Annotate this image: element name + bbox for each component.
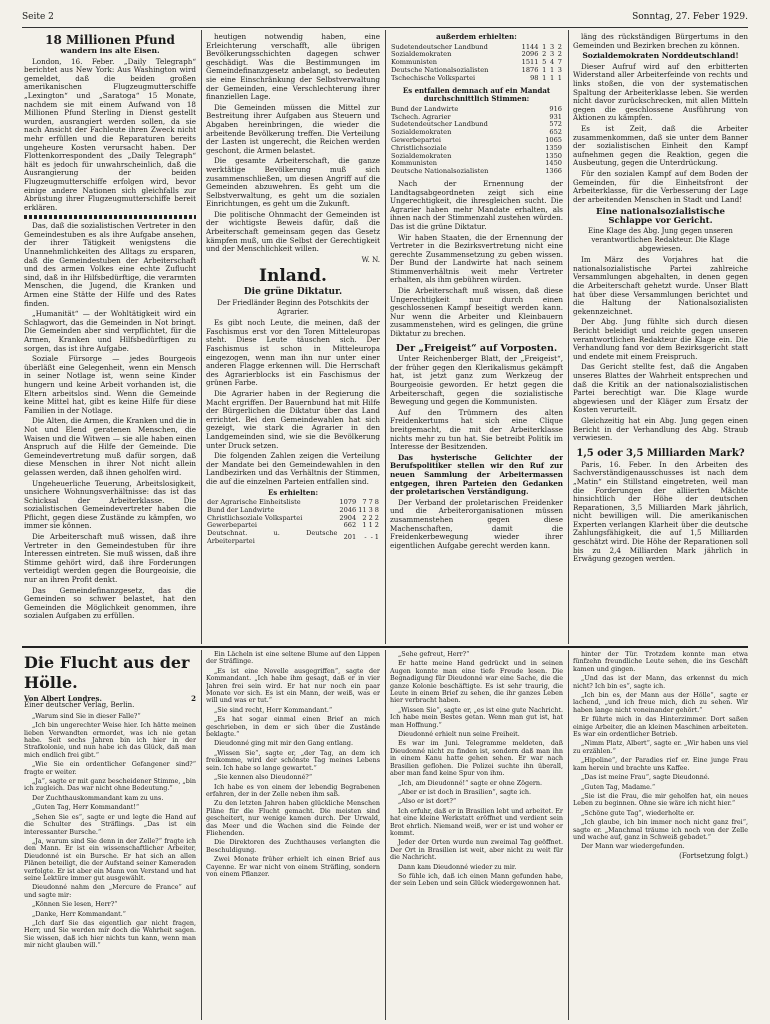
paragraph: „Guten Tag, Herr Kommandant!“ (32, 803, 140, 812)
paragraph: läng des rückständigen Bürgertums in den Gemeinden und Bezirken brechen zu können. (573, 33, 748, 50)
table-title: Es erhielten: (267, 487, 319, 497)
paragraph: „Sie sind recht, Herr Kommandant.“ (214, 705, 333, 714)
paragraph: „Sie ist die Frau, die mir geholfen hat, ein neues Leben zu beginnen. Ohne sie wäre ich nicht hier.“ (573, 791, 748, 808)
paragraph: Die politische Ohnmacht der Gemeinden ist der wichtigste Beweis dafür, daß die Arbeiterschaft gemeinsam gegen das Gesetz kämpfen muß, um die Selbst der Gerechtigkeit und der Menschlichkeit willen. (206, 209, 380, 254)
party-name-cell: Gewerbepartei (207, 521, 257, 530)
paragraph: „Wissen Sie“, sagte er, „es ist eine gute Nachricht. Ich habe mein Bestes getan. Wenn man gut ist, hat man Hoffnung.“ (390, 705, 563, 729)
paragraph: „Ich bin ungerechter Weise hier. Ich hätte meinen lieben Verwandten ermordet, was ich nie getan habe. Seit sechs Jahren bin ich hier in der Strafkolonie, und nun habe ich das Glück, daß man mich endlich frei gibt.“ (24, 721, 196, 759)
section-heading: Inland. (259, 266, 327, 287)
paragraph: Dieudonné erhielt nun seine Freiheit. (398, 730, 520, 739)
paragraph: „Schöne gute Tag“, wiederholte er. (581, 808, 695, 817)
paragraph: Die Direktoren des Zuchthauses verlangten die Beschuldigung. (206, 838, 380, 854)
party-name-cell: Sozialdemokraten (391, 128, 452, 137)
paragraph: Auf den Trümmern des alten Freidenkertums hat sich eine Clique breitgemacht, die mit der Arbeiterklasse nichts mehr zu tun hat. Sie betreibt Politik im Interesse der Besitzenden. (390, 407, 563, 452)
value-cell: 1350 (545, 151, 562, 160)
paragraph: Für den sozialen Kampf auf dem Boden der Gemeinden, für die Einheitsfront der Arbeiterklasse, für die Verbesserung der Lage der arbeitenden Menschen in Stadt und Land! (573, 168, 748, 204)
mandate-table (390, 106, 563, 176)
paragraph: „Aber er ist doch in Brasilien“, sagte ich. (398, 787, 532, 796)
paragraph: „Ich, am Dieudonné!“ sagte er ohne Zögern. (398, 778, 543, 787)
section-rule (22, 646, 748, 648)
paragraph: Der Abg. Jung fühlte sich durch diesen Bericht beleidigt und reichte gegen unseren verantwortlichen Redakteur die Klage ein. Die Verhandlung fand vor dem Bezirksgericht statt und endete mit einem Freispruch. (573, 317, 748, 361)
value-cell: 4 (549, 58, 555, 67)
paragraph: Die Gemeinden müssen die Mittel zur Bestreitung ihrer Aufgaben aus Steuern und Abgaben hereinbringen, die wieder die arbeitende Bevölkerung treffen. Die Verteilung der Lasten ist ungerecht, die Reichen werden geschont, die Armen belastet. (206, 102, 380, 155)
paragraph: Der Verband der proletarischen Freidenker und die Arbeiterorganisationen müssen zusammenstehen gegen diese Machenschaften, damit die Freidenkerbewegung wieder ihrer eigentlichen Aufgabe gerecht werden kann. (390, 497, 563, 550)
paragraph: Es gibt noch Leute, die meinen, daß der Faschismus erst vor den Toren Mitteleuropas steht. Diese Leute täuschen sich. Der Faschismus ist schon in Mitteleuropa eingezogen, wenn man ihn nur unter einer anderen Flagge erkennen will. Die Herrschaft des Agrarierblocks ist ein Faschismus der grünen Farbe. (206, 318, 380, 388)
party-name-cell: Tschechische Volkspartei (391, 73, 476, 82)
paragraph: „Nimm Platz, Albert“, sagte er. „Wir haben uns viel zu erzählen.“ (573, 739, 748, 755)
party-name-cell: Bund der Landwirte (207, 505, 275, 514)
party-name-cell: Deutsche Nationalsozialisten (391, 167, 489, 176)
paragraph: „Es ist eine Novelle ausgegriffen“, sagte der Kommandant. „Ich habe ihm gesagt, daß er in vier Jahren frei sein wird. Er hat nur noch ein paar Monate vor sich. Es ist ein Mann, der weiß, was er will und was er tut.“ (206, 666, 380, 705)
value-cell: 3 (368, 505, 373, 514)
column-1 (24, 33, 196, 643)
value-cell: 916 (549, 104, 562, 113)
paragraph: „Sehe gefreut, Herr?“ (398, 651, 470, 658)
column-3 (390, 33, 563, 643)
column-4 (573, 33, 748, 643)
paragraph: „Ja“, sagte er mit ganz bescheidener Stimme, „bin ich zugleich. Das war nicht ohne Bedeutung.“ (24, 777, 196, 793)
paragraph: London, 16. Feber. „Daily Telegraph“ berichtet aus New York: Aus Washington wird gemeldet, daß die beiden großen amerikanischen Flugzeugmutterschiffe „Lexington“ und „Saratoga“ 15 Monate, nachdem sie mit einem Aufwand von 18 Millionen Pfund Sterling in Dienst gestellt wurden, ausrangiert werden sollen, da sie nach Ansicht der Fachleute ihren Zweck nicht mehr erfüllen und die Reparaturen bereits ungeheure Kosten verursacht haben. Der Flottenkorrespondent des „Daily Telegraph“ hält es jedoch für unwahrscheinlich, daß die Ausrangierung der beiden Flugzeugmutterschiffe erfolgen wird, bevor einige andere Nationen sich gleichfalls zur Abrüstung ihrer Flugzeugmutterschiffe bereit erklären. (24, 56, 196, 212)
page-number: Seite 2 (22, 12, 54, 22)
value-cell: 2904 (339, 513, 357, 522)
paragraph: Ein Lächeln ist eine seltene Blume auf den Lippen der Sträflinge. (206, 651, 380, 666)
value-cell: 662 (343, 521, 357, 530)
article-title: Die grüne Diktatur. (243, 287, 343, 298)
party-name-cell: Deutschnat. u. Deutsche Arbeiterpartei (207, 529, 338, 546)
value-cell: 1 (549, 65, 555, 74)
party-name-cell: Kommunisten (391, 58, 438, 67)
paragraph: Dieudonné ging mit mir den Gang entlang. (214, 739, 354, 748)
header-rule (22, 27, 748, 28)
article-subtitle: Eine Klage des Abg. Jung gegen unseren verantwortlichen Redakteur. Die Klage abgewiesen. (588, 227, 733, 253)
value-cell: 931 (549, 112, 562, 121)
value-cell: 2096 (521, 50, 539, 59)
article-title: Eine nationalsozialistische Schlappe vor Gericht. (595, 207, 726, 226)
value-cell: 7 (362, 498, 367, 507)
party-name-cell: Sudetendeutscher Landbund (391, 42, 488, 51)
value-cell: 98 (530, 73, 539, 82)
article-subtitle: Der Friedländer Beginn des Potschkits der Agrarier. (217, 299, 369, 316)
value-cell: 8 (374, 498, 379, 507)
paragraph: „Wie Sie ein ordentlicher Gefangener sind?“ fragte er weiter. (24, 760, 196, 776)
column-rule (568, 30, 569, 644)
paragraph: Nach der Ernennung der Landtagsabgeordneten zeigt sich eine Ungerechtigkeit, die ihresgleichen sucht. Die Agrarier haben mehr Mandate erhalten, als ihnen nach der Stimmenzahl zustehen würden. Das ist die grüne Diktatur. (390, 178, 563, 231)
table-title: Es entfallen demnach auf ein Mandat durchschnittlich Stimmen: (402, 85, 551, 104)
table-row (390, 168, 563, 176)
paragraph: Die Agrarier haben in der Regierung die Macht ergriffen. Der Bauernbund hat mit Hilfe der Bürgerlichen die Diktatur über das Land errichtet. Bei den Gemeindewahlen hat sich gezeigt, wie stark die Agrarier in den Landgemeinden sind, wie sie die Bevölkerung unter Druck setzen. (206, 388, 380, 450)
value-cell: 2046 (339, 505, 357, 514)
value-cell: 7 (557, 58, 562, 67)
table-title: außerdem erhielten: (436, 33, 517, 41)
paragraph: „Danke, Herr Kommandant.“ (32, 909, 126, 918)
paragraph: Wir haben Staaten, die der Ernennung der Vertreter in die Bezirksvertretung nicht eine gerechte Zusammensetzung zu geben wissen. Der Bund der Landwirte hat nach seinem Stimmenverhältnis weit mehr Vertreter erhalten, als ihm gebühren würden. (390, 232, 563, 285)
paragraph: „Ich darf Sie das eigentlich gar nicht fragen, Herr, und Sie werden mir doch die Wahrheit sagen. Sie wissen, daß ich hier nichts tun kann, wenn man mir nicht glauben will.“ (24, 918, 196, 950)
party-name-cell: Gewerbepartei (391, 135, 441, 144)
paragraph: Dieudonné nahm den „Mercure de France“ auf und sagte mir: (24, 883, 196, 899)
paragraph: „Können Sie lesen, Herr?“ (32, 900, 118, 909)
paragraph: Gleichzeitig hat ein Abg. Jung gegen einen Bericht in der Verhandlung des Abg. Straub verwiesen. (573, 415, 748, 443)
column-rule (385, 650, 386, 1020)
party-name-cell: der Agrarische Einheitsliste (207, 498, 301, 507)
party-name-cell: Tschech. Agrarier (391, 112, 451, 121)
party-name-cell: Bund der Landwirte (391, 104, 459, 113)
story-column-1 (24, 651, 196, 1021)
value-cell: 2 (542, 50, 547, 59)
table-row (206, 530, 380, 546)
paragraph: „Es hat sogar einmal einen Brief an mich geschrieben, in dem er sich über die Zustände beklagte.“ (206, 715, 380, 739)
article-title: Der „Freigeist“ auf Vorposten. (395, 342, 558, 354)
paragraph: „Humanität“ — der Wohltätigkeit wird ein Schlagwort, das die Gemeinden in Not bringt. Die Gemeinden aber sind verpflichtet, für die Armen, Kranken und Hilfsbedürftigen zu sorgen, das ist ihre Aufgabe. (24, 309, 196, 353)
story-column-4 (573, 651, 748, 1021)
paragraph: Das hysterische Gelichter der Berufspolitiker stellen wir den Ruf zur neuen Sammlung der Arbeitermassen entgegen, ihren Parteien den Gedanken der proletarischen Verständigung. (390, 452, 563, 497)
value-cell: 1450 (545, 159, 562, 168)
paragraph: Im März des Vorjahres hat die nationalsozialistische Partei zahlreiche Versammlungen abgehalten, in denen gegen die Arbeiterschaft gehetzt wurde. Unser Blatt hat über diese Versammlungen berichtet und die Haltung der Nationalsozialisten gekennzeichnet. (573, 255, 748, 316)
paragraph: Jeder der Orten wurde nun zweimal Tag geöffnet. Der Ort in Brasilien ist weit, aber nicht zu weit für die Nachricht. (390, 838, 563, 862)
paragraph: So fühle ich, daß ich einen Mann gefunden habe, der sein Leben und sein Glück wiedergewonnen hat. (390, 871, 563, 888)
paragraph: Das Gemeindefinanzgesetz, das die Gemeinden so schwer belastet, hat den Gemeinden die Möglichkeit genommen, ihre sozialen Aufgaben zu erfüllen. (24, 585, 196, 621)
party-name-cell: Christlichsoziale (391, 143, 447, 152)
value-cell: 572 (549, 120, 562, 129)
story-author: Von Albert Londres. (24, 694, 102, 703)
value-cell: 1079 (339, 498, 357, 507)
paragraph: „Warum sind Sie in dieser Falle?“ (32, 711, 141, 720)
paragraph: „Und das ist der Mann, das erkennst du mich nicht? Ich bin es“, sagte ich. (573, 674, 748, 690)
value-cell: 5 (542, 58, 547, 67)
paragraph: „Hipoline“, der Paradies rief er. Eine junge Frau kam herein und brachte uns Kaffee. (573, 756, 748, 772)
paragraph: Ungeheuerliche Teuerung, Arbeitslosigkeit, unsichere Wohnungsverhältnisse: das ist das Schicksal der Arbeiterklasse. Die sozialistischen Gemeindevertreter haben die Pflicht, gegen diese Zustände zu kämpfen, wo immer sie können. (24, 478, 196, 531)
paragraph: „Sehen Sie es“, sagte er und legte die Hand auf die Schulter des Sträflings. „Das ist ein interessanter Bursche.“ (24, 812, 196, 836)
paragraph: Das Gericht stellte fest, daß die Angaben unseres Blattes der Wahrheit entsprechen und daß die Kritik an der nationalsozialistischen Partei berechtigt war. Die Klage wurde abgewiesen und der Kläger zum Ersatz der Kosten verurteilt. (573, 362, 748, 415)
column-rule (385, 30, 386, 644)
party-name-cell: Sozialdemokraten (391, 50, 452, 59)
paragraph: Ich habe es von einem der lebendig Begrabenen erfahren, der in der Zelle neben ihm saß. (206, 782, 380, 798)
column-rule (201, 650, 202, 1020)
article-title: 18 Millionen Pfund (45, 33, 175, 47)
value-cell: 1359 (545, 143, 562, 152)
paragraph: „Also er ist dort?“ (398, 797, 457, 806)
story-column-2 (206, 651, 380, 1021)
story-title: Die Flucht aus der Hölle. (24, 653, 190, 692)
value-cell: 3 (557, 65, 562, 74)
value-cell: 201 (343, 533, 357, 542)
paragraph: „Ja, warum sind Sie denn in der Zelle?“ fragte ich den Mann. Er ist ein wissenschaftlicher Arbeiter, Dieudonné ist ein Bursche. Er hat sich an allen Plänen beteiligt, die der Aufstand seiner Kameraden verfolgte. Er ist aber ein Mann von Verstand und hat seine Lektüre immer gut ausgewählt. (24, 836, 196, 882)
paragraph: Zu den letzten Jahren haben glückliche Menschen Pläne für die Flucht gemacht. Die meisten sind gescheitert, nur wenige kamen durch. Der Urwald, das Meer und die Wachen sind die Feinde der Fliehenden. (206, 799, 380, 837)
value-cell: 2 (374, 521, 379, 530)
paragraph: Dieser Aufruf wird auf den erbitterten Widerstand aller Arbeiterfeinde von rechts und links stoßen, die von der systematischen Spaltung der Arbeiterklasse leben. Sie werden nicht davor zurückschrecken, mit allen Mitteln gegen die geschlossene Ausführung von Aktionen zu kämpfen. (573, 61, 748, 123)
paragraph: Die Arbeiterschaft muß wissen, daß diese Ungerechtigkeit nur durch einen geschlossenen Kampf beseitigt werden kann. Nur wenn die Arbeiter und Kleinbauern zusammenstehen, wird es gelingen, die grüne Diktatur zu brechen. (390, 286, 563, 339)
party-name-cell: Kommunisten (391, 159, 438, 168)
column-rule (201, 30, 202, 644)
page-header (22, 12, 748, 26)
paragraph: Soziale Fürsorge — jedes Bourgeois überläßt eine Gelegenheit, wenn ein Mensch in seiner Notlage ist, wenn seine Kinder hungern und keine Arbeit vorhanden ist, die Eltern arbeitslos sind. Wenn die Gemeinde keine Mittel hat, gibt es keine Hilfe für diese Familien in der Notlage. (24, 354, 196, 415)
paragraph: „Ich glaube, ich bin immer noch nicht ganz frei“, sagte er. „Manchmal träume ich noch von der Zelle und wache auf, ganz in Schweiß gebadet.“ (573, 818, 748, 841)
paragraph: Die Arbeiterschaft muß wissen, daß ihre Vertreter in den Gemeindestuben für ihre Interessen eintreten. Sie muß wissen, daß ihre Stimme gehört wird, daß ihre Forderungen verteidigt werden gegen die Bourgeoisie, die nur an ihren Profit denkt. (24, 532, 196, 585)
paragraph: Es ist Zeit, daß die Arbeiter zusammenkommen, daß sie unter dem Banner der sozialistischen Einheit den Kampf aufnehmen gegen die Reaktion, gegen die Ausbeutung, gegen die Unterdrückung. (573, 123, 748, 168)
paragraph: Unter Reichenberger Blatt, der „Freigeist“, der früher gegen den Klerikalismus gekämpft hat, ist jetzt ganz zum Werkzeug der Bourgeoisie geworden. Er hetzt gegen die Arbeiterschaft, gegen die sozialistische Bewegung und gegen die Kommunisten. (390, 354, 563, 407)
article-title: Sozialdemokraten Norddeutschland! (582, 51, 739, 61)
article-title: 1,5 oder 3,5 Milliarden Mark? (576, 447, 745, 459)
paragraph: Ich erfuhr, daß er in Brasilien lebt und arbeitet. Er hat eine kleine Werkstatt eröffnet und verdient sein Brot ehrlich. Niemand weiß, wer er ist und woher er kommt. (390, 806, 563, 837)
paragraph: Das, daß die sozialistischen Vertreter in den Gemeindestuben es als ihre Aufgabe ansehen, der ihrer Tätigkeit wenigstens die Unannehmlichkeiten des Alltags zu ersparen, daß die Gemeindestuben der Arbeiterschaft und des armen Volkes eine echte Zuflucht sind, daß in ihr Hilfsbedürftige, die verarmten Menschen, die Jugend, die Kranken und Armen eine Stätte der Hilfe und des Rates finden. (24, 221, 196, 308)
paragraph: Paris, 16. Feber. In den Arbeiten des Sachverständigenausschusses ist nach dem „Matin“ ein Stillstand eingetreten, weil man die Forderungen der alliierten Mächte hinsichtlich der Höhe der deutschen Reparationen, 3,5 Milliarden Mark jährlich, nicht bewilligen will. Die amerikanischen Experten verlangen Klarheit über die deutsche Zahlungsfähigkeit, die auf 1,5 Milliarden geschätzt wird. Die Höhe der Reparationen soll bis zu 2,4 Milliarden Mark jährlich in Erwägung gezogen werden. (573, 459, 748, 564)
value-cell: 1511 (521, 58, 539, 67)
author-signature: W. N. (361, 255, 380, 264)
installment-number: 2 (191, 694, 196, 703)
paragraph: hinter der Tür. Trotzdem konnte man etwa fünfzehn freundliche Leute sehen, die ins Geschäft kamen und gingen. (573, 651, 748, 673)
paragraph: Zwei Monate früher erhielt ich einen Brief aus Cayenne. Er war nicht von einem Sträfling, sondern von einem Pflanzer. (206, 855, 380, 878)
column-2 (206, 33, 380, 643)
paragraph: Der Zuchthauskommandant kam zu uns. (32, 793, 164, 802)
issue-date: Sonntag, 27. Feber 1929. (632, 12, 748, 22)
value-cell: 1 (557, 73, 562, 82)
paragraph: „Das ist meine Frau“, sagte Dieudonné. (581, 773, 710, 782)
value-cell: 1366 (545, 167, 562, 176)
value-cell: 2 (374, 513, 379, 522)
continuation-note: (Fortsetzung folgt.) (679, 851, 748, 860)
paragraph: „Guten Tag, Madame.“ (581, 782, 656, 791)
party-name-cell: Sudetendeutscher Landbund (391, 120, 488, 129)
paragraph: Der Mann war wiedergefunden. (581, 842, 685, 851)
separator (24, 215, 196, 219)
value-cell: - (364, 533, 367, 542)
paragraph: Die folgenden Zahlen zeigen die Verteilung der Mandate bei den Gemeindewahlen in den Landbezirken und das Verhältnis der Stimmen, die auf die einzelnen Parteien entfallen sind. (206, 451, 380, 486)
value-cell: 3 (549, 42, 555, 51)
value-cell: 2 (362, 513, 367, 522)
value-cell: 7 (368, 498, 373, 507)
value-cell: 2 (557, 42, 562, 51)
value-cell: 652 (549, 128, 562, 137)
value-cell: 3 (549, 50, 555, 59)
paragraph: Er hatte meine Hand gedrückt und in seinen Augen konnte man eine tiefe Freude lesen. Die Begnadigung für Dieudonné war eine Sache, die die ganze Kolonie beschäftigte. Es ist sehr traurig, die Leute in einem Brief zu sehen, die ihr ganzes Leben hier verbracht haben. (390, 659, 563, 705)
article-subtitle: wandern ins alte Eisen. (60, 46, 160, 55)
paragraph: Es war im Juni. Telegramme meldeten, daß Dieudonné nicht zu finden ist, sondern daß man ihn in einem Kanu hatte gehen sehen. Er war nach Brasilien geflohen. Die Polizei suchte ihn überall, aber man fand keine Spur von ihm. (390, 739, 563, 778)
value-cell: 1 (542, 73, 547, 82)
value-cell: 11 (358, 505, 367, 514)
value-cell: 1 (549, 73, 555, 82)
value-cell: 1 (362, 521, 367, 530)
value-cell: 8 (374, 505, 379, 514)
table-row (390, 75, 563, 83)
party-name-cell: Sozialdemokraten (391, 151, 452, 160)
paragraph: Er führte mich in das Hinterzimmer. Dort saßen einige Arbeiter, die an kleinen Maschinen arbeiteten. Es war ein ordentlicher Betrieb. (573, 715, 748, 739)
value-cell: 2 (368, 513, 373, 522)
paragraph: „Sie kennen also Dieudonné?“ (214, 773, 313, 782)
paragraph: „Ich bin es, der Mann aus der Hölle“, sagte er lachend, „und ich freue mich, dich zu sehen. Wir haben lange nicht voneinander gehört.“ (573, 691, 748, 714)
paragraph: Die gesamte Arbeiterschaft, die ganze werktätige Bevölkerung muß sich zusammenschließen, um diesen Angriff auf die Gemeinden abzuwehren. Es geht um die Selbstverwaltung, es geht um die sozialen Einrichtungen, es geht um die Zukunft. (206, 156, 380, 209)
value-cell: 1 (542, 42, 547, 51)
value-cell: 1065 (545, 135, 562, 144)
value-cell: 1876 (521, 65, 539, 74)
election-table (206, 499, 380, 546)
paragraph: heutigen notwendig haben, eine Erleichterung verschafft, alle übrigen Bevölkerungsschichten dagegen schwer geschädigt. Was die Bestimmungen im Gemeindefinanzgesetz anbelangt, so bedeuten sie eine Einschränkung der Selbstverwaltung der Gemeinden, eine Verschlechterung ihrer finanziellen Lage. (206, 33, 380, 102)
value-cell: 1144 (521, 42, 539, 51)
paragraph: „Wissen Sie“, sagte er, „der Tag, an dem ich freikomme, wird der schönste Tag meines Lebens sein. Ich habe so lange gewartet.“ (206, 748, 380, 772)
votes-table (390, 44, 563, 83)
paragraph: Dann kam Dieudonné wieder zu mir. (398, 862, 517, 871)
paragraph: Die Alten, die Armen, die Kranken und die in Not und Elend geratenen Menschen, die Waisen und die Witwen — sie alle haben einen Anspruch auf die Hilfe der Gemeinde. Die Gemeindevertretung muß dafür sorgen, daß diese Menschen in ihrer Not nicht allein gelassen werden, daß ihnen geholfen wird. (24, 416, 196, 477)
value-cell: 1 (368, 521, 373, 530)
story-publisher: Einer deutscher Verlag, Berlin. (24, 701, 135, 710)
value-cell: 1 (542, 65, 547, 74)
story-column-3 (390, 651, 563, 1021)
party-name-cell: Deutsche Nationalsozialisten (391, 65, 489, 74)
value-cell: - (370, 533, 373, 542)
column-rule (568, 650, 569, 1020)
party-name-cell: Christlichsoziale Volkspartei (207, 513, 303, 522)
value-cell: 1 (374, 533, 379, 542)
value-cell: 2 (557, 50, 562, 59)
